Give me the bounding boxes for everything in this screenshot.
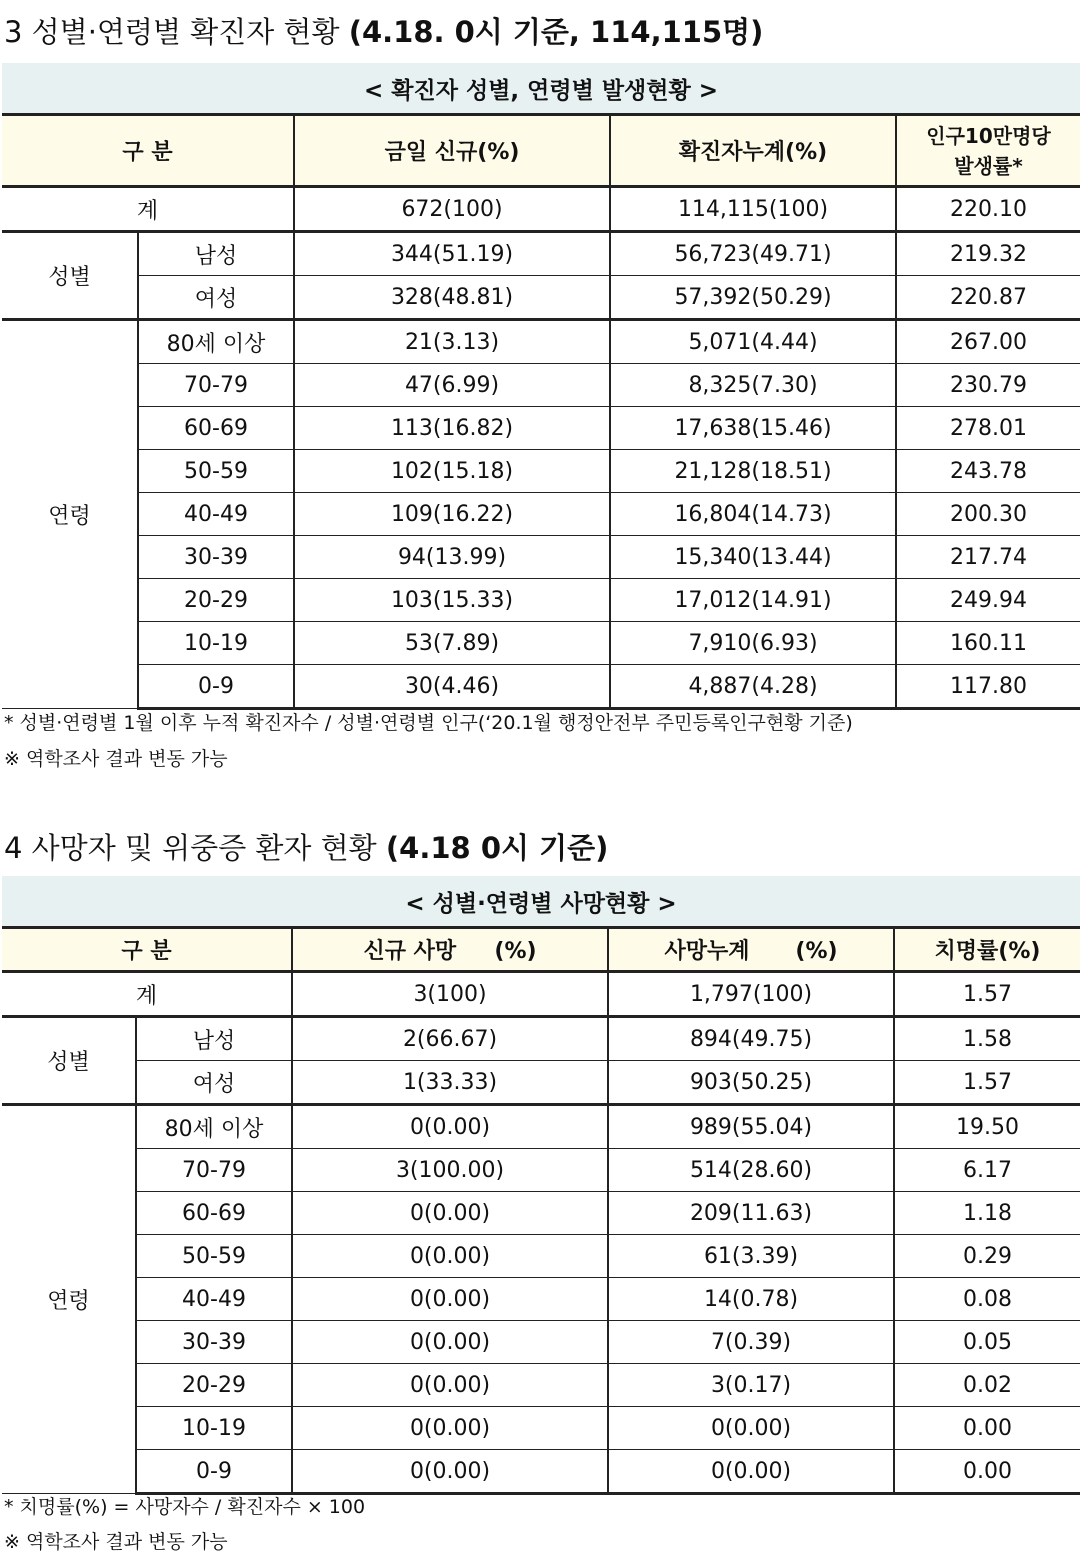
table-row bbox=[2, 579, 1080, 622]
cell-cumulative: 903(50.25) bbox=[608, 1061, 894, 1105]
table-row bbox=[2, 665, 1080, 709]
section4-title bbox=[4, 826, 608, 867]
section4-title-bold: (4.18 0시 기준) bbox=[385, 831, 609, 865]
row-label: 여성 bbox=[136, 1061, 292, 1105]
row-label: 50-59 bbox=[136, 1235, 292, 1278]
cell-new: 0(0.00) bbox=[292, 1105, 608, 1149]
cell-rate: 19.50 bbox=[894, 1105, 1080, 1149]
cell-cumulative: 56,723(49.71) bbox=[610, 232, 896, 276]
cell-cumulative: 14(0.78) bbox=[608, 1278, 894, 1321]
cell-rate: 1.58 bbox=[894, 1017, 1080, 1061]
cell-rate: 0.05 bbox=[894, 1321, 1080, 1364]
deaths-table bbox=[2, 926, 1080, 1495]
table-row bbox=[2, 276, 1080, 320]
cell-cumulative: 114,115(100) bbox=[610, 187, 896, 232]
cell-new: 103(15.33) bbox=[294, 579, 610, 622]
cell-rate: 0.00 bbox=[894, 1407, 1080, 1450]
table-row-total bbox=[2, 187, 1080, 232]
section4-table-caption: < 성별·연령별 사망현황 > bbox=[2, 876, 1080, 926]
cell-cumulative: 0(0.00) bbox=[608, 1407, 894, 1450]
table-row bbox=[2, 1407, 1080, 1450]
header-category: 구 분 bbox=[2, 115, 294, 187]
cell-cumulative: 21,128(18.51) bbox=[610, 450, 896, 493]
cell-rate: 217.74 bbox=[896, 536, 1080, 579]
group-label-age: 연령 bbox=[2, 320, 138, 709]
cell-cumulative: 894(49.75) bbox=[608, 1017, 894, 1061]
row-label: 계 bbox=[2, 972, 292, 1017]
table-row-total bbox=[2, 972, 1080, 1017]
table-row bbox=[2, 364, 1080, 407]
cell-rate: 230.79 bbox=[896, 364, 1080, 407]
cell-rate: 1.18 bbox=[894, 1192, 1080, 1235]
cell-new: 94(13.99) bbox=[294, 536, 610, 579]
cell-rate: 243.78 bbox=[896, 450, 1080, 493]
cell-rate: 160.11 bbox=[896, 622, 1080, 665]
header-cumulative: 확진자누계(%) bbox=[610, 115, 896, 187]
table-row bbox=[2, 320, 1080, 364]
cell-new: 47(6.99) bbox=[294, 364, 610, 407]
section3-footnote: * 성별·연령별 1월 이후 누적 확진자수 / 성별·연령별 인구(‘20.1월 행정안전부 주민등록인구현황 기준) bbox=[4, 712, 853, 734]
row-label: 60-69 bbox=[136, 1192, 292, 1235]
row-label: 70-79 bbox=[136, 1149, 292, 1192]
section4-footnote: * 치명률(%) = 사망자수 / 확진자수 × 100 bbox=[4, 1496, 366, 1518]
section3-remark: ※ 역학조사 결과 변동 가능 bbox=[4, 748, 228, 770]
cell-new: 3(100) bbox=[292, 972, 608, 1017]
cell-new: 0(0.00) bbox=[292, 1450, 608, 1494]
row-label: 40-49 bbox=[136, 1278, 292, 1321]
row-label: 0-9 bbox=[138, 665, 294, 709]
table-row bbox=[2, 407, 1080, 450]
row-label: 10-19 bbox=[136, 1407, 292, 1450]
cell-rate: 1.57 bbox=[894, 1061, 1080, 1105]
row-label: 20-29 bbox=[138, 579, 294, 622]
section3-table-caption: < 확진자 성별, 연령별 발생현황 > bbox=[2, 63, 1080, 113]
cell-new: 0(0.00) bbox=[292, 1364, 608, 1407]
header-cumulative-deaths: 사망누계 (%) bbox=[608, 928, 894, 972]
cell-new: 21(3.13) bbox=[294, 320, 610, 364]
cell-cumulative: 17,012(14.91) bbox=[610, 579, 896, 622]
cell-cumulative: 15,340(13.44) bbox=[610, 536, 896, 579]
cell-cumulative: 4,887(4.28) bbox=[610, 665, 896, 709]
header-new-cases: 금일 신규(%) bbox=[294, 115, 610, 187]
table-row bbox=[2, 1364, 1080, 1407]
cell-cumulative: 8,325(7.30) bbox=[610, 364, 896, 407]
cell-new: 0(0.00) bbox=[292, 1278, 608, 1321]
cell-cumulative: 61(3.39) bbox=[608, 1235, 894, 1278]
section3-title-text: 3 성별·연령별 확진자 현황 bbox=[4, 15, 349, 49]
cell-new: 102(15.18) bbox=[294, 450, 610, 493]
cell-rate: 278.01 bbox=[896, 407, 1080, 450]
row-label: 계 bbox=[2, 187, 294, 232]
table-row bbox=[2, 1149, 1080, 1192]
table-row bbox=[2, 1192, 1080, 1235]
section4-remark: ※ 역학조사 결과 변동 가능 bbox=[4, 1531, 228, 1553]
cell-rate: 1.57 bbox=[894, 972, 1080, 1017]
row-label: 10-19 bbox=[138, 622, 294, 665]
row-label: 60-69 bbox=[138, 407, 294, 450]
row-label: 20-29 bbox=[136, 1364, 292, 1407]
cell-new: 109(16.22) bbox=[294, 493, 610, 536]
row-label: 0-9 bbox=[136, 1450, 292, 1494]
table-row bbox=[2, 1105, 1080, 1149]
cell-new: 0(0.00) bbox=[292, 1235, 608, 1278]
cell-cumulative: 0(0.00) bbox=[608, 1450, 894, 1494]
cell-rate: 267.00 bbox=[896, 320, 1080, 364]
cell-new: 53(7.89) bbox=[294, 622, 610, 665]
header-fatality-rate: 치명률(%) bbox=[894, 928, 1080, 972]
row-label: 40-49 bbox=[138, 493, 294, 536]
cell-cumulative: 17,638(15.46) bbox=[610, 407, 896, 450]
row-label: 80세 이상 bbox=[138, 320, 294, 364]
cell-new: 0(0.00) bbox=[292, 1192, 608, 1235]
cell-cumulative: 209(11.63) bbox=[608, 1192, 894, 1235]
cell-cumulative: 16,804(14.73) bbox=[610, 493, 896, 536]
cell-rate: 0.29 bbox=[894, 1235, 1080, 1278]
cell-cumulative: 57,392(50.29) bbox=[610, 276, 896, 320]
table-row bbox=[2, 450, 1080, 493]
cell-rate: 0.08 bbox=[894, 1278, 1080, 1321]
cell-new: 3(100.00) bbox=[292, 1149, 608, 1192]
table-row bbox=[2, 1235, 1080, 1278]
table-row bbox=[2, 1061, 1080, 1105]
row-label: 남성 bbox=[136, 1017, 292, 1061]
section4-title-text: 4 사망자 및 위중증 환자 현황 bbox=[4, 831, 386, 865]
cell-new: 344(51.19) bbox=[294, 232, 610, 276]
cell-new: 0(0.00) bbox=[292, 1407, 608, 1450]
cell-rate: 117.80 bbox=[896, 665, 1080, 709]
table-row bbox=[2, 622, 1080, 665]
row-label: 30-39 bbox=[138, 536, 294, 579]
cell-rate: 219.32 bbox=[896, 232, 1080, 276]
cell-rate: 249.94 bbox=[896, 579, 1080, 622]
cell-cumulative: 7(0.39) bbox=[608, 1321, 894, 1364]
table-row bbox=[2, 232, 1080, 276]
row-label: 50-59 bbox=[138, 450, 294, 493]
header-rate-line1: 인구10만명당 bbox=[926, 123, 1051, 148]
row-label: 30-39 bbox=[136, 1321, 292, 1364]
cell-rate: 0.00 bbox=[894, 1450, 1080, 1494]
cell-rate: 220.87 bbox=[896, 276, 1080, 320]
table-row bbox=[2, 1321, 1080, 1364]
row-label: 여성 bbox=[138, 276, 294, 320]
cell-new: 672(100) bbox=[294, 187, 610, 232]
cell-new: 2(66.67) bbox=[292, 1017, 608, 1061]
group-label-sex: 성별 bbox=[2, 232, 138, 320]
header-incidence-rate bbox=[896, 115, 1080, 187]
group-label-sex: 성별 bbox=[2, 1017, 136, 1105]
table-row bbox=[2, 1450, 1080, 1494]
header-rate-line2: 발생률* bbox=[954, 153, 1023, 178]
table-row bbox=[2, 1278, 1080, 1321]
section3-title bbox=[4, 10, 763, 51]
cell-new: 113(16.82) bbox=[294, 407, 610, 450]
cell-cumulative: 7,910(6.93) bbox=[610, 622, 896, 665]
header-new-deaths: 신규 사망 (%) bbox=[292, 928, 608, 972]
confirmed-cases-table bbox=[2, 113, 1080, 710]
cell-rate: 220.10 bbox=[896, 187, 1080, 232]
cell-new: 0(0.00) bbox=[292, 1321, 608, 1364]
table-row bbox=[2, 536, 1080, 579]
section3-title-bold: (4.18. 0시 기준, 114,115명) bbox=[348, 15, 764, 49]
cell-cumulative: 514(28.60) bbox=[608, 1149, 894, 1192]
table-row bbox=[2, 493, 1080, 536]
cell-cumulative: 3(0.17) bbox=[608, 1364, 894, 1407]
cell-cumulative: 5,071(4.44) bbox=[610, 320, 896, 364]
table-row bbox=[2, 1017, 1080, 1061]
cell-rate: 0.02 bbox=[894, 1364, 1080, 1407]
row-label: 남성 bbox=[138, 232, 294, 276]
row-label: 70-79 bbox=[138, 364, 294, 407]
cell-new: 1(33.33) bbox=[292, 1061, 608, 1105]
row-label: 80세 이상 bbox=[136, 1105, 292, 1149]
cell-new: 30(4.46) bbox=[294, 665, 610, 709]
header-category: 구 분 bbox=[2, 928, 292, 972]
group-label-age: 연령 bbox=[2, 1105, 136, 1494]
cell-rate: 6.17 bbox=[894, 1149, 1080, 1192]
cell-new: 328(48.81) bbox=[294, 276, 610, 320]
cell-rate: 200.30 bbox=[896, 493, 1080, 536]
cell-cumulative: 1,797(100) bbox=[608, 972, 894, 1017]
cell-cumulative: 989(55.04) bbox=[608, 1105, 894, 1149]
